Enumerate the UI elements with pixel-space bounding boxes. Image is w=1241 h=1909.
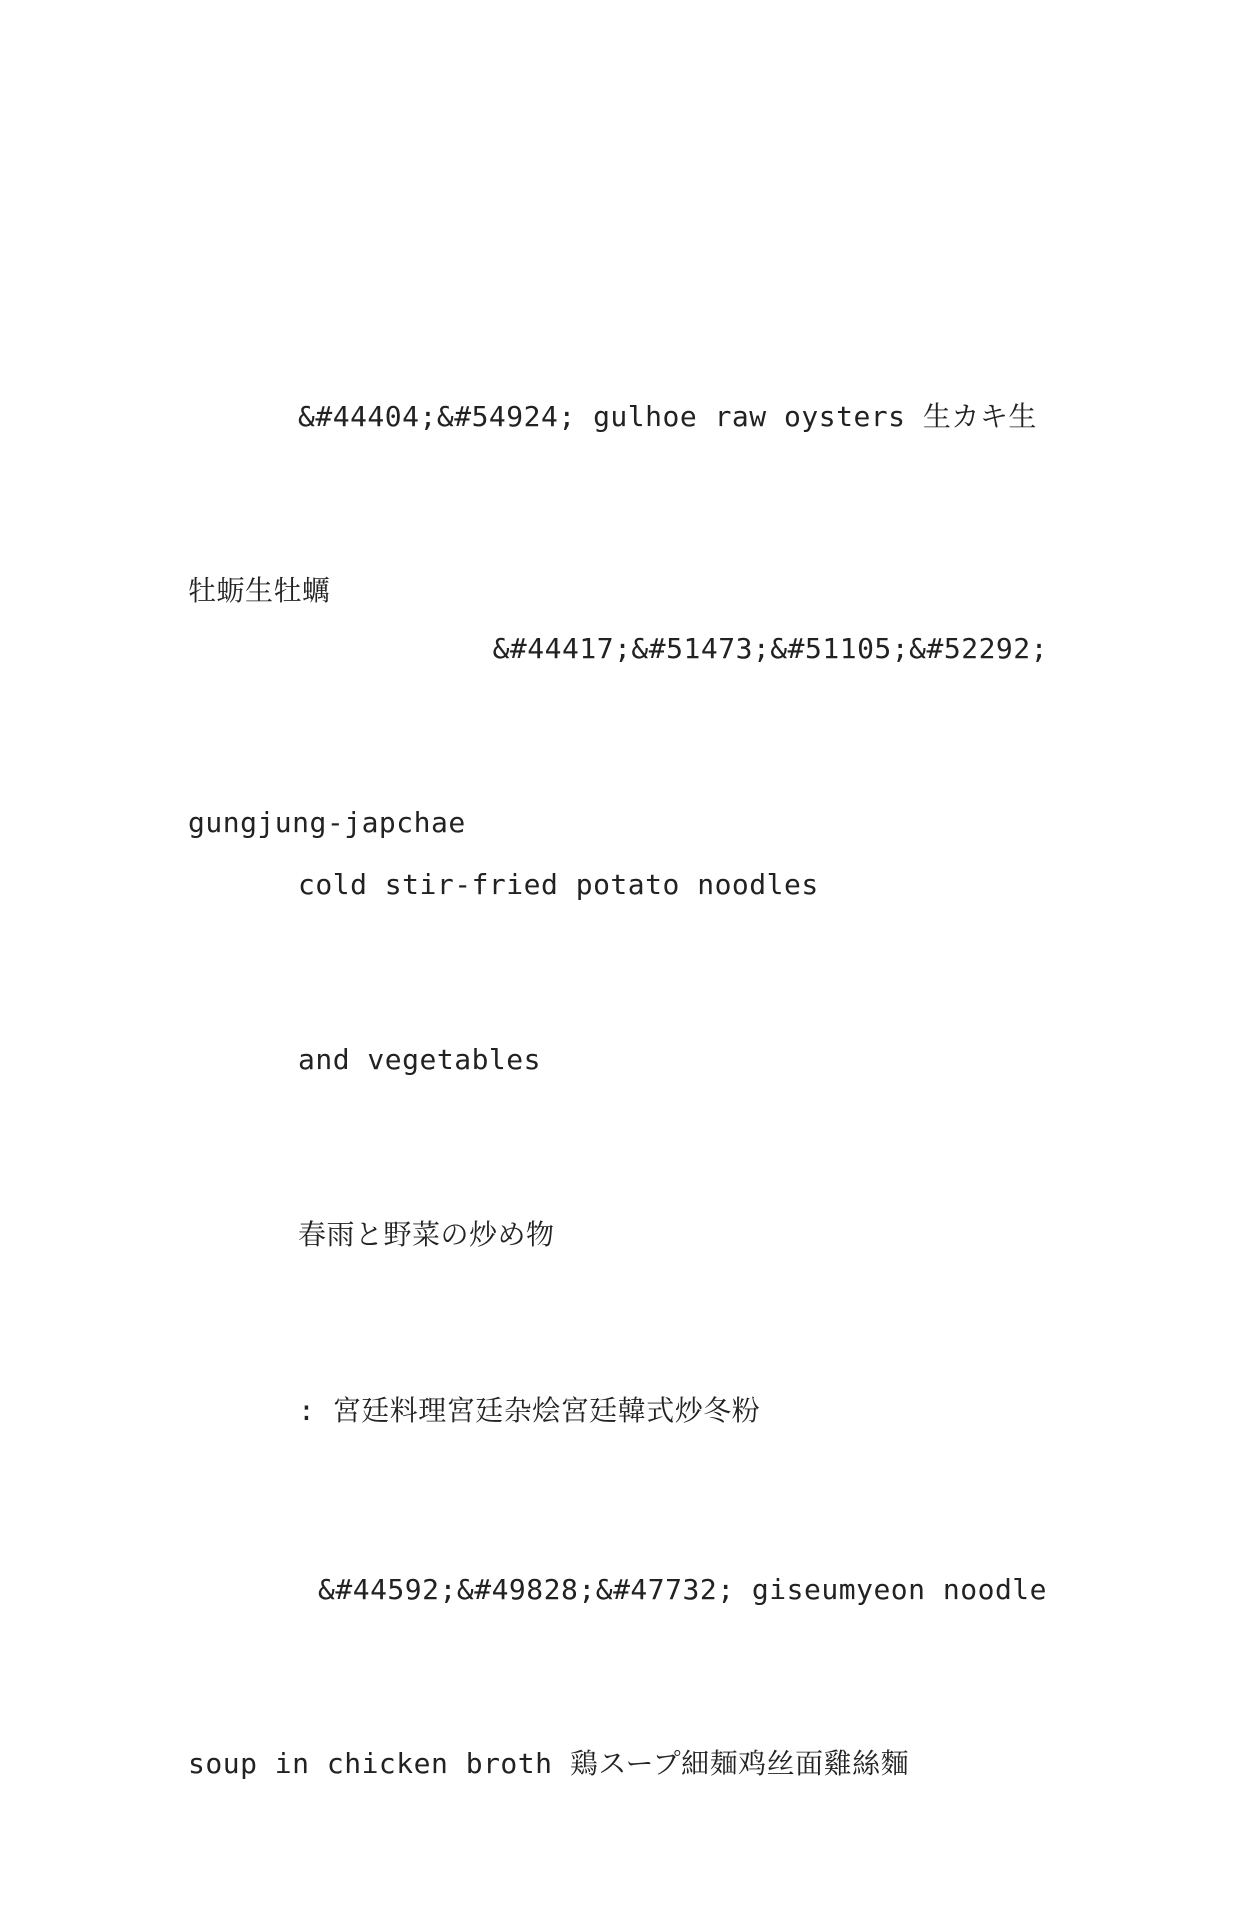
entry-japchae-cn-text: : 宮廷料理宮廷杂烩宮廷韓式炒冬粉 [298, 1394, 761, 1427]
entry-japchae-line-1: &#44417;&#51473;&#51105;&#52292; [492, 632, 1048, 665]
entry-giseumyeon [188, 1445, 1048, 1909]
entry-gulhoe-line-1: &#44404;&#54924; gulhoe raw oysters 生カキ生 [298, 400, 1037, 433]
entry-japchae-desc-2-text: and vegetables [298, 1043, 542, 1076]
entry-gulhoe-line-2: 牡蛎生牡蠣 [188, 574, 331, 607]
entry-giseumyeon-line-2: soup in chicken broth 鶏スープ細麺鸡丝面雞絲麵 [188, 1747, 910, 1780]
entry-giseumyeon-line-1: &#44592;&#49828;&#47732; giseumyeon noodle [318, 1573, 1048, 1606]
entry-japchae-desc-1-text: cold stir-fried potato noodles [298, 868, 819, 901]
entry-japchae-jp-text: 春雨と野菜の炒め物 [298, 1218, 555, 1251]
entry-japchae-line-2: gungjung-japchae [188, 806, 466, 839]
